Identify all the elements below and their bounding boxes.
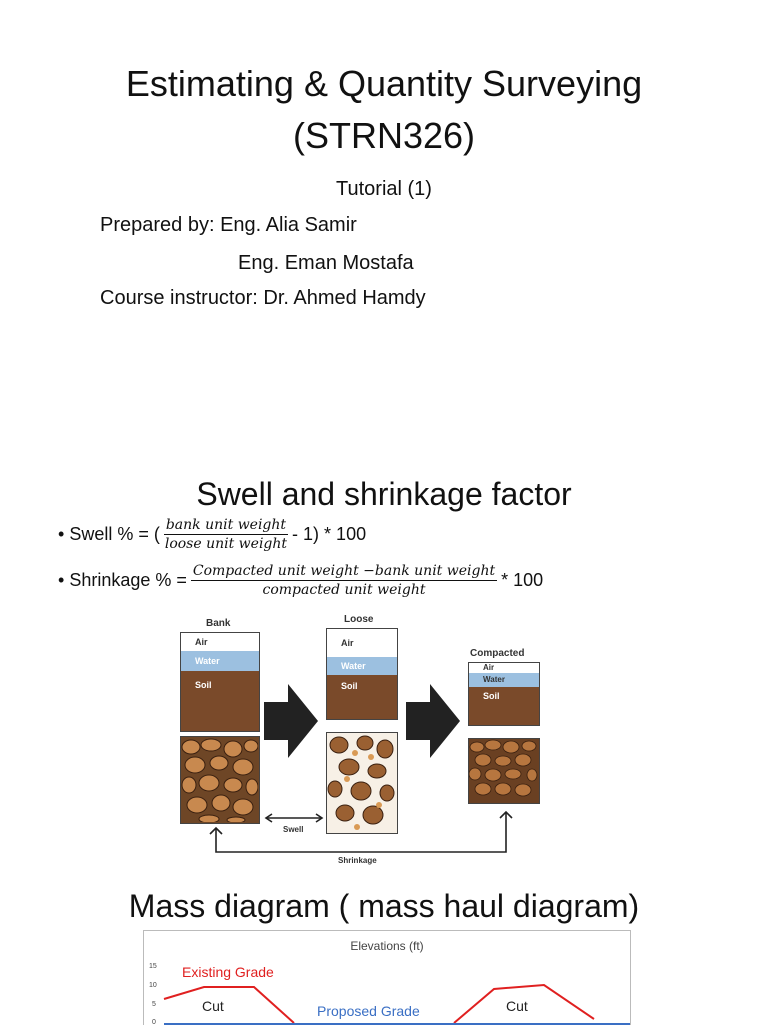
shrinkage-denominator: compacted unit weight (262, 582, 426, 598)
page-title: Estimating & Quantity Surveying (125, 63, 643, 104)
compacted-air-layer: Air (469, 663, 539, 673)
prepared-by: Prepared by: Eng. Alia Samir (100, 214, 357, 236)
section-title-mass-diagram: Mass diagram ( mass haul diagram) (128, 888, 640, 924)
shrinkage-suffix: * 100 (501, 570, 544, 590)
existing-grade-label: Existing Grade (182, 964, 274, 980)
shrinkage-fraction (191, 563, 497, 598)
swell-prefix: Swell % = ( (69, 524, 160, 544)
shrinkage-arrow-label: Shrinkage (338, 856, 377, 865)
prepared-by-second: Eng. Eman Mostafa (238, 252, 414, 274)
shrinkage-numerator: Compacted unit weight −bank unit weight (192, 563, 496, 579)
loose-soil-layer: Soil (327, 675, 397, 719)
shrinkage-prefix: Shrinkage % = (69, 570, 187, 590)
swell-suffix: - 1) * 100 (292, 524, 367, 544)
y-tick: 10 (149, 982, 157, 989)
loose-column (326, 628, 398, 720)
bullet-dot: • (58, 570, 70, 590)
compacted-water-layer: Water (469, 673, 539, 687)
shrinkage-formula (58, 563, 543, 598)
course-code: (STRN326) (292, 115, 476, 156)
loose-air-layer: Air (327, 629, 397, 657)
bank-soil-layer: Soil (181, 671, 259, 731)
compacted-column (468, 662, 540, 726)
swell-fraction (164, 517, 288, 552)
course-instructor: Course instructor: Dr. Ahmed Hamdy (100, 287, 426, 309)
cut-label-right: Cut (506, 998, 528, 1014)
compacted-soil-layer: Soil (469, 687, 539, 725)
y-tick: 5 (152, 1001, 156, 1008)
y-tick: 0 (152, 1019, 156, 1026)
bullet-dot: • (58, 524, 70, 544)
loose-label: Loose (344, 614, 374, 625)
bank-label: Bank (206, 618, 231, 629)
existing-grade-line-left (164, 987, 294, 1023)
arrow-right-icon (406, 684, 460, 758)
swell-numerator: bank unit weight (165, 517, 287, 533)
bank-column (180, 632, 260, 732)
cut-label-left: Cut (202, 998, 224, 1014)
tutorial-label: Tutorial (1) (336, 178, 432, 200)
swell-arrow-label: Swell (283, 825, 304, 834)
bank-water-layer: Water (181, 651, 259, 671)
swell-denominator: loose unit weight (164, 536, 288, 552)
bank-air-layer: Air (181, 633, 259, 651)
chart-title: Elevations (ft) (350, 939, 424, 953)
arrow-right-icon (264, 684, 318, 758)
proposed-grade-label: Proposed Grade (317, 1003, 420, 1019)
mass-diagram-chart (143, 930, 631, 1025)
soil-volume-figure (160, 612, 560, 868)
section-title-swell: Swell and shrinkage factor (196, 476, 572, 512)
compacted-particles (468, 738, 540, 804)
compacted-label: Compacted (470, 648, 525, 659)
loose-water-layer: Water (327, 657, 397, 675)
swell-formula (58, 517, 366, 552)
y-tick: 15 (149, 963, 157, 970)
compacted-particles-svg (469, 739, 538, 802)
